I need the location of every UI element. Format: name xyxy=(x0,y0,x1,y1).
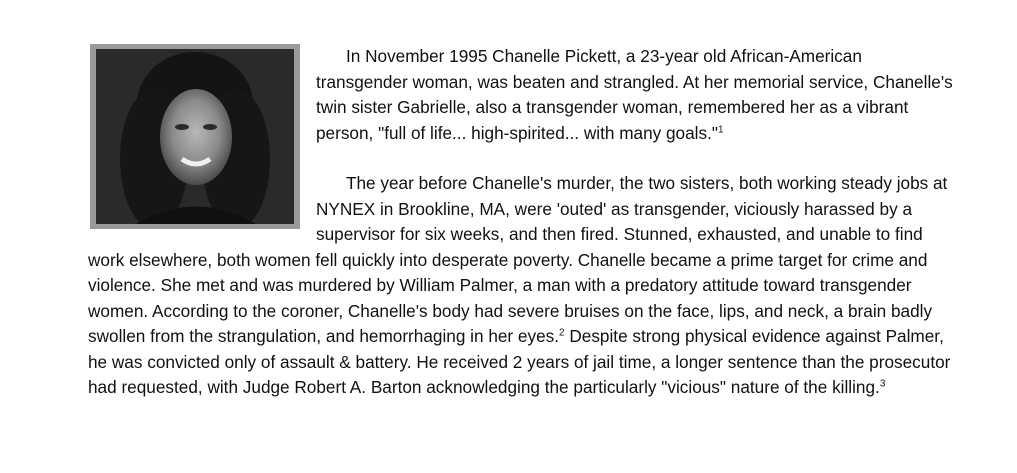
footnote-2: 2 xyxy=(559,327,565,339)
portrait-photo-icon xyxy=(96,49,294,224)
footnote-1: 1 xyxy=(717,123,724,135)
paragraph-2-text-a: The year before Chanelle's murder, the two sisters, both working steady jobs at NYNEX in Brookline, MA, were 'outed' as transgender, viciously harassed by a supervisor for six weeks, and then fired. Stunned, exhausted, and unable to find work elsewhere, both women fell quickly into desperate poverty. Chanelle became a prime target for crime and violence. She met and was murdered by William Palmer, a man with a predatory attitude toward transgender women. According to the coroner, Chanelle's body had severe bruises on the face, lips, and neck, a brain badly swollen from the strangulation, and hemorrhaging in her eyes. xyxy=(88,173,948,346)
footnote-3: 3 xyxy=(879,378,886,390)
paragraph-2-text-b: Despite strong physical evidence against Palmer, he was convicted only of assault & battery. He received 2 years of jail time, a longer sentence than the prosecutor had requested, with Judge Robert A. Barton acknowledging the particularly "vicious" nature of the killing. xyxy=(88,326,951,397)
portrait-silhouette-icon xyxy=(96,49,294,224)
portrait-photo xyxy=(90,44,300,229)
paragraph-1-text: In November 1995 Chanelle Pickett, a 23-year old African-American transgender woman, was beaten and strangled. At her memorial service, Chanelle's twin sister Gabrielle, also a transgender woman, remembered her as a vibrant person, "full of life... high-spirited... with many goals." xyxy=(316,46,953,143)
document-page xyxy=(88,44,958,401)
